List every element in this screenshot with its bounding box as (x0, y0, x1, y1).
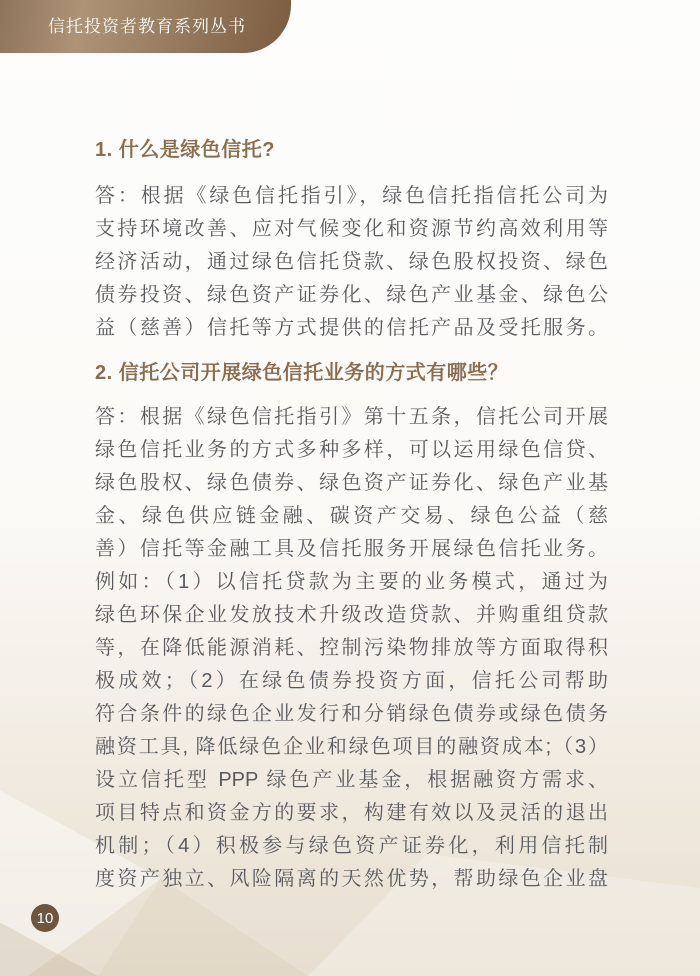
text-line: 经济活动，通过绿色信托贷款、绿色股权投资、绿色 (95, 251, 608, 273)
answer-2-paragraph (95, 401, 608, 896)
text-line: 益（慈善）信托等方式提供的信托产品及受托服务。 (95, 317, 608, 339)
series-title: 信托投资者教育系列丛书 (48, 17, 246, 36)
text-line: 绿色股权、绿色债券、绿色资产证券化、绿色产业基 (95, 472, 608, 494)
text-line: 项目特点和资金方的要求，构建有效以及灵活的退出 (95, 802, 608, 824)
text-line: 机制；（4）积极参与绿色资产证券化，利用信托制 (95, 835, 608, 857)
text-line: 绿色环保企业发放技术升级改造贷款、并购重组贷款 (95, 604, 608, 626)
text-line: 等，在降低能源消耗、控制污染物排放等方面取得积 (95, 637, 608, 659)
text-line: 绿色信托业务的方式多种多样，可以运用绿色信贷、 (95, 439, 608, 461)
question-2-heading: 2. 信托公司开展绿色信托业务的方式有哪些？ (95, 362, 509, 384)
text-line: 极成效；（2）在绿色债券投资方面，信托公司帮助 (95, 670, 608, 692)
text-line: 度资产独立、风险隔离的天然优势，帮助绿色企业盘 (95, 868, 608, 890)
text-line: 金、绿色供应链金融、碳资产交易、绿色公益（慈 (95, 505, 608, 527)
text-line: 债券投资、绿色资产证券化、绿色产业基金、绿色公 (95, 284, 608, 306)
page-number: 10 (36, 909, 54, 927)
text-line: 答：根据《绿色信托指引》，绿色信托指信托公司为 (95, 185, 608, 207)
text-line: 融资工具, 降低绿色企业和绿色项目的融资成本;（3） (95, 736, 608, 758)
header-ribbon (0, 0, 291, 53)
text-line: 例如：（1）以信托贷款为主要的业务模式，通过为 (95, 571, 608, 593)
page-number-badge (31, 904, 59, 932)
text-line: 善）信托等金融工具及信托服务开展绿色信托业务。 (95, 538, 608, 560)
text-line: 符合条件的绿色企业发行和分销绿色债券或绿色债务 (95, 703, 608, 725)
text-line: 设立信托型 PPP 绿色产业基金，根据融资方需求、 (95, 769, 608, 791)
answer-1-paragraph (95, 180, 608, 345)
text-line: 答：根据《绿色信托指引》第十五条，信托公司开展 (95, 406, 608, 428)
question-1-heading: 1. 什么是绿色信托? (95, 139, 275, 161)
text-line: 支持环境改善、应对气候变化和资源节约高效利用等 (95, 218, 608, 240)
